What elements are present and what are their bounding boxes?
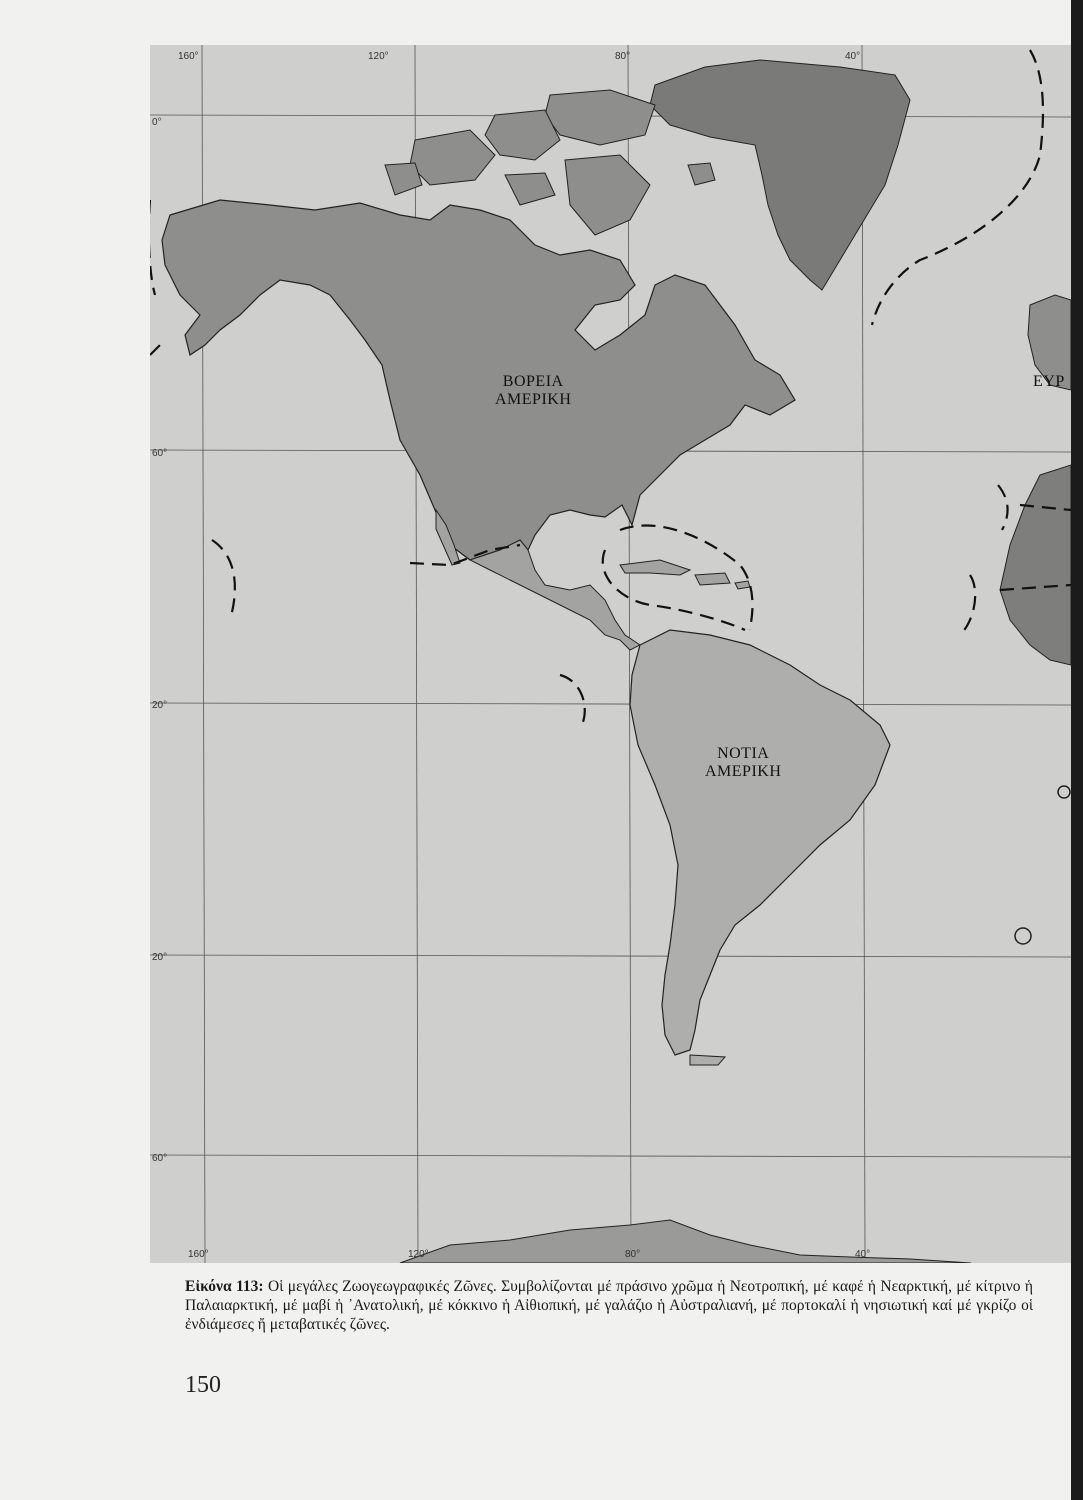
latitude-label: 20° <box>152 952 168 963</box>
caption-lead: Εἰκόνα 113: <box>185 1278 264 1295</box>
figure-caption <box>185 1277 1033 1334</box>
puerto-rico <box>735 581 750 589</box>
longitude-label-top: 160° <box>178 51 199 62</box>
latitude-label: 60° <box>152 448 168 459</box>
latitude-label: 20° <box>152 700 168 711</box>
north-america-label <box>495 373 571 409</box>
south-america-label-line1: ΝΟΤΙΑ <box>717 745 770 762</box>
europe-label-text: ΕΥΡ <box>1033 373 1065 390</box>
europe-label <box>1033 373 1065 391</box>
longitude-label-top: 80° <box>615 51 631 62</box>
tierra-del-fuego <box>690 1055 725 1065</box>
longitude-label-top: 40° <box>845 51 861 62</box>
page-number: 150 <box>185 1372 221 1398</box>
longitude-label-bottom: 120° <box>408 1249 429 1260</box>
zoogeographic-map <box>150 45 1071 1263</box>
tierra-del-fuego-island <box>690 1055 725 1065</box>
longitude-label-bottom: 80° <box>625 1249 641 1260</box>
map-drawing <box>150 45 1071 1263</box>
hispaniola <box>695 573 730 585</box>
south-america-label <box>705 745 781 781</box>
latitude-label: 0° <box>152 117 162 128</box>
page-edge <box>1071 0 1083 1500</box>
north-america-label-line1: ΒΟΡΕΙΑ <box>502 373 564 390</box>
longitude-label-bottom: 160° <box>188 1249 209 1260</box>
caption-text: Οἱ μεγάλες Ζωογεωγραφικές Ζῶνες. Συμβολίζονται μέ πράσινο χρῶμα ἡ Νεοτροπική, μέ καφέ ἡ Νεαρκτική, μέ κίτρινο ἡ Παλαιαρκτική, μέ μαβί ἡ ᾿Ανατολική, μέ κόκκινο ἡ Αἰθιοπική, μέ γαλάζιο ἡ Αὐστραλιανή, μέ πορτοκαλί ἡ νησιωτική καί μέ γκρίζο οἱ ἐνδιάμεσες ἤ μεταβατικές ζῶνες. <box>185 1278 1033 1333</box>
latitude-label: 60° <box>152 1153 168 1164</box>
south-america-label-line2: ΑΜΕΡΙΚΗ <box>705 763 782 780</box>
longitude-label-bottom: 40° <box>855 1249 871 1260</box>
longitude-label-top: 120° <box>368 51 389 62</box>
north-america-label-line2: ΑΜΕΡΙΚΗ <box>495 391 572 408</box>
